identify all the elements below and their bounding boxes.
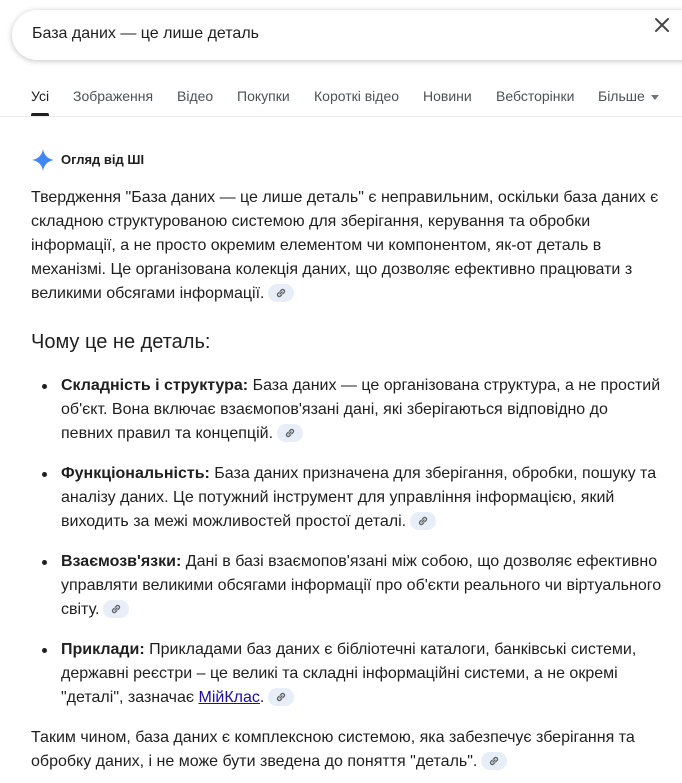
tab-news[interactable]: Новини: [423, 88, 472, 104]
item-text-end: .: [259, 689, 265, 706]
tab-web[interactable]: Вебсторінки: [496, 88, 575, 104]
intro-text: Твердження "База даних — це лише деталь" є неправильним, оскільки база даних є складною структурованою системою для зберігання, керування та обробки інформації, а не просто окремим елементом чи компонентом, як-от деталь в механізмі. Це організована колекція даних, що дозволяє ефективно працювати з великими обсягами інформації.: [31, 189, 659, 302]
source-link-chip[interactable]: [103, 600, 129, 618]
item-lead: Складність і структура:: [61, 377, 249, 394]
item-lead: Приклади:: [61, 641, 145, 658]
link-icon: [417, 515, 429, 527]
item-text: База даних призначена для зберігання, обробки, пошуку та аналізу даних. Це потужний інструмент для управління інформацією, який виходить за межі можливостей простої деталі.: [61, 465, 657, 530]
source-link-chip[interactable]: [268, 284, 294, 302]
item-text: Прикладами баз даних є бібліотечні каталоги, банківські системи, державні реєстри – це великі та складні інформаційні системи, а не окремі "деталі", зазначає: [61, 641, 637, 706]
tab-all[interactable]: Усі: [31, 88, 50, 104]
source-link-chip[interactable]: [268, 688, 294, 706]
caret-down-icon: [651, 95, 659, 100]
summary-paragraph: [31, 726, 663, 774]
item-lead: Функціональність:: [61, 465, 210, 482]
link-icon: [284, 427, 296, 439]
intro-paragraph: [31, 186, 663, 306]
link-icon: [110, 603, 122, 615]
list-item: [61, 550, 663, 622]
spark-icon: [31, 148, 55, 172]
close-icon[interactable]: [652, 15, 672, 35]
tabs-divider: [0, 116, 682, 117]
source-link-chip[interactable]: [277, 424, 303, 442]
summary-text: Таким чином, база даних є комплексною системою, яка забезпечує зберігання та обробку даних, і не може бути зведена до поняття "деталь".: [31, 729, 635, 770]
tab-videos[interactable]: Відео: [177, 88, 214, 104]
link-icon: [488, 755, 500, 767]
ai-overview-content: [31, 186, 663, 774]
tab-more-label: Більше: [598, 88, 645, 104]
ai-overview-title: Огляд від ШІ: [61, 152, 145, 167]
list-item: [61, 462, 663, 534]
tab-short-videos[interactable]: Короткі відео: [314, 88, 400, 104]
tab-images[interactable]: Зображення: [73, 88, 154, 104]
list-item: [61, 374, 663, 446]
source-link-chip[interactable]: [410, 512, 436, 530]
item-lead: Взаємозв'язки:: [61, 553, 182, 570]
section-heading: Чому це не деталь:: [31, 331, 211, 353]
search-bar[interactable]: [12, 10, 682, 60]
reasons-list: [31, 374, 663, 710]
list-item: [61, 638, 663, 710]
link-icon: [275, 691, 287, 703]
source-link-myklas[interactable]: МійКлас: [198, 689, 260, 706]
tab-shopping[interactable]: Покупки: [237, 88, 290, 104]
link-icon: [275, 287, 287, 299]
tab-more[interactable]: [598, 88, 659, 104]
search-input[interactable]: База даних — це лише деталь: [32, 25, 259, 42]
item-text: Дані в базі взаємопов'язані між собою, що дозволяє ефективно управляти великими обсягами інформації про об'єкти реального чи віртуального світу.: [61, 553, 662, 618]
source-link-chip[interactable]: [481, 752, 507, 770]
search-tabs: [0, 78, 682, 116]
item-text: База даних — це організована структура, а не простий об'єкт. Вона включає взаємопов'язані дані, які зберігаються відповідно до певних правил та концепцій.: [61, 377, 661, 442]
